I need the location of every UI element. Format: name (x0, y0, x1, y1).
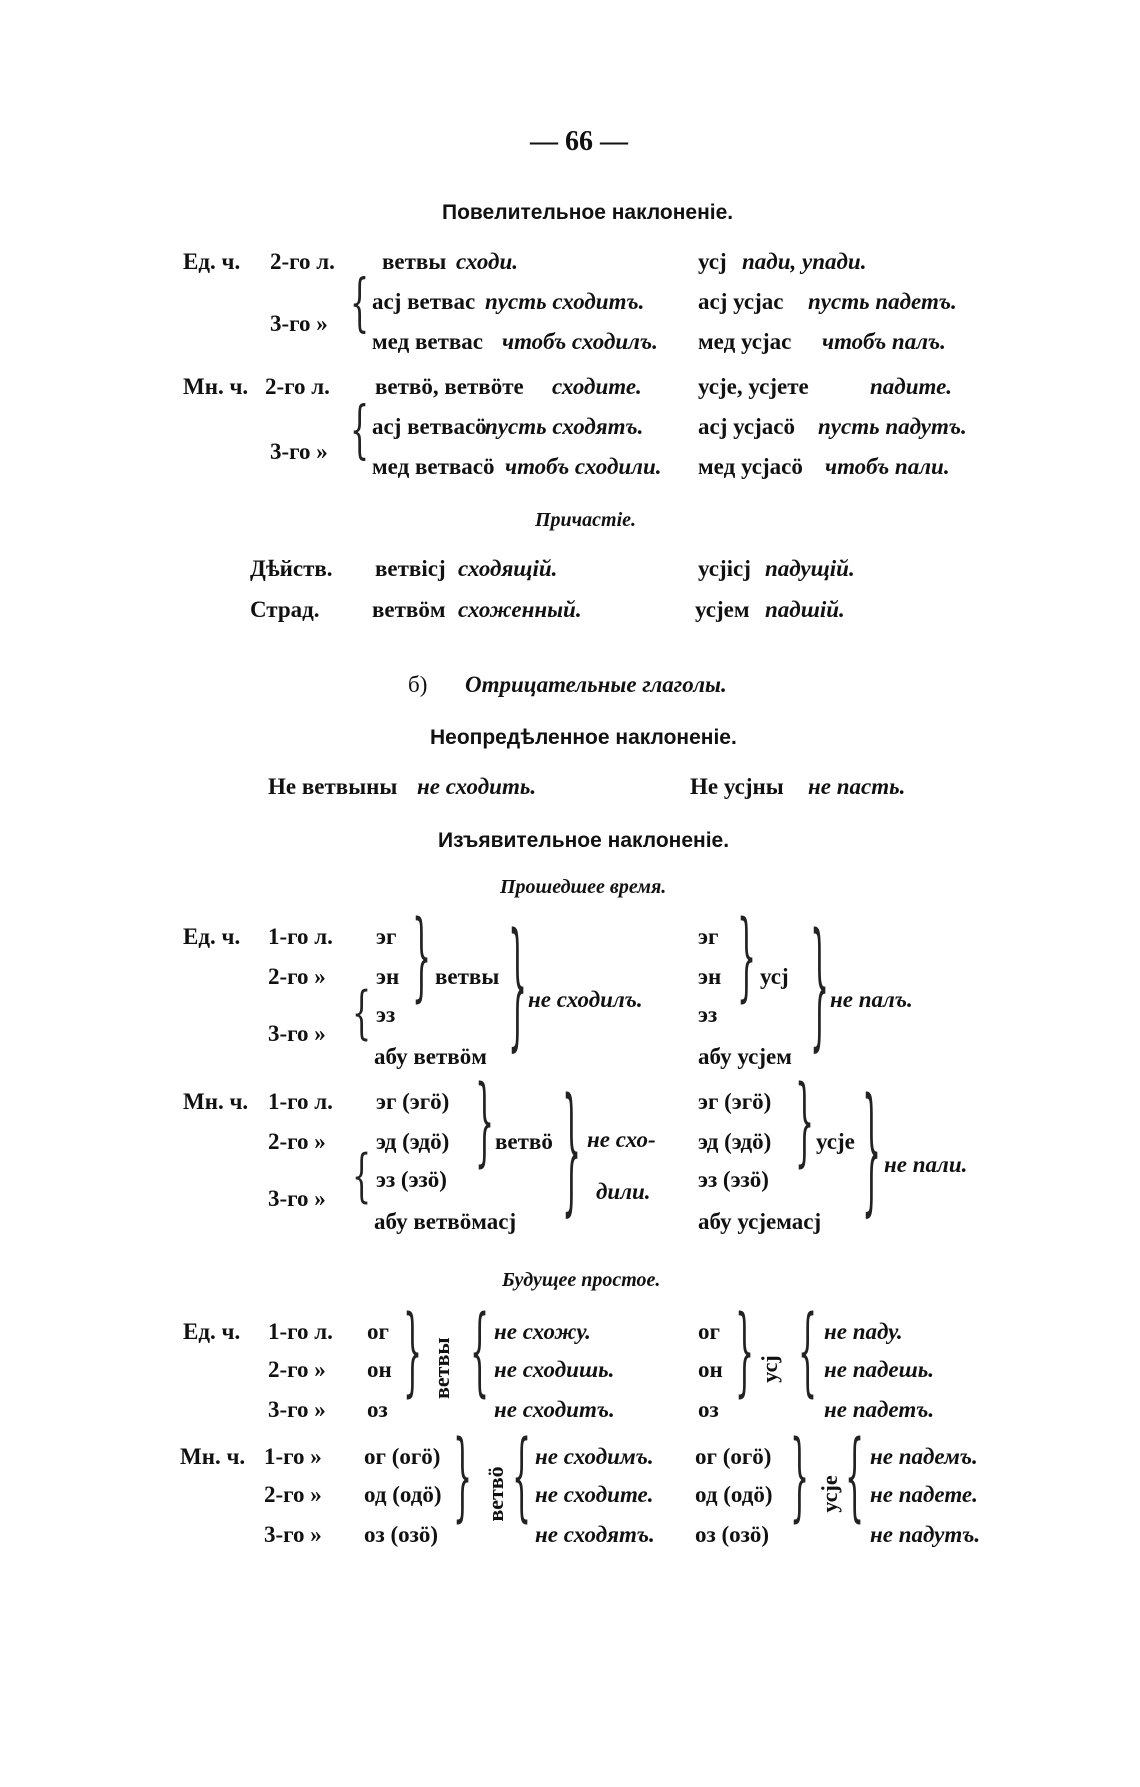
part-r1-word-b: усјісј (698, 556, 751, 581)
past-sg-number: Ед. ч. (183, 924, 241, 949)
right-brace-icon: } (737, 902, 757, 1015)
past-sg-pr4: абу ветвӧм (374, 1044, 487, 1069)
past-sg-bstem: усј (760, 964, 789, 989)
fut-pl-bpr2: од (одӧ) (695, 1482, 773, 1507)
imp-r3-trans-b: чтобъ палъ. (822, 329, 946, 354)
fut-sg-bv3: не падетъ. (824, 1397, 935, 1422)
fut-pl-pr1: ог (огӧ) (364, 1444, 441, 1469)
infinitive-heading: Неопредѣленное наклоненіе. (430, 726, 737, 749)
imp-r4-word: ветвӧ, ветвӧте (375, 374, 524, 399)
fut-sg-v3: не сходитъ. (494, 1397, 615, 1422)
past-pl-number: Мн. ч. (183, 1089, 249, 1114)
fut-sg-p2: 2-го » (268, 1357, 326, 1382)
imp-r4-trans: сходите. (552, 374, 642, 399)
imp-r2-trans-b: пусть падетъ. (808, 289, 957, 314)
past-pl-pr1: эг (эгӧ) (376, 1089, 450, 1114)
imp-r5-word: асј ветвасӧ (372, 414, 487, 439)
fut-pl-bpr3: оз (озӧ) (695, 1522, 770, 1547)
part-r2-word: ветвӧм (372, 597, 446, 622)
imp-r6-word-b: мед усјасӧ (698, 454, 803, 479)
fut-sg-bv2: не падешь. (824, 1357, 935, 1382)
past-sg-p3: 3-го » (268, 1021, 326, 1046)
imp-r4-number: Мн. ч. (183, 374, 249, 399)
right-brace-icon: } (508, 907, 528, 1069)
inf-trans: не сходить. (417, 774, 537, 799)
past-sg-p2: 2-го » (268, 964, 326, 989)
left-brace-icon: { (352, 1143, 372, 1211)
past-heading: Прошедшее время. (500, 876, 667, 898)
past-pl-neg1: не схо- (587, 1127, 656, 1152)
past-sg-p1: 1-го л. (268, 924, 333, 949)
right-brace-icon: } (862, 1072, 882, 1234)
imp-r4-word-b: усје, усјете (698, 374, 809, 399)
fut-sg-bv1: не паду. (824, 1319, 903, 1344)
past-sg-pr3: эз (376, 1002, 396, 1027)
right-brace-icon: } (562, 1072, 582, 1234)
right-brace-icon: } (412, 902, 432, 1015)
fut-pl-stem: ветвӧ (483, 1466, 508, 1522)
imp-r1-person: 2-го л. (270, 249, 335, 274)
past-pl-p2: 2-го » (268, 1129, 326, 1154)
imp-r5-trans-b: пусть падутъ. (818, 414, 967, 439)
past-pl-bpr1: эг (эгӧ) (698, 1089, 772, 1114)
part-r2-trans-b: падшій. (765, 597, 845, 622)
fut-pl-pr3: оз (озӧ) (364, 1522, 439, 1547)
past-pl-p3: 3-го » (268, 1186, 326, 1211)
right-brace-icon: } (475, 1067, 495, 1180)
fut-pl-p2: 2-го » (264, 1482, 322, 1507)
imp-r5-person: 3-го » (270, 439, 328, 464)
left-brace-icon: { (352, 980, 372, 1048)
past-pl-bpr3: эз (эзӧ) (698, 1167, 769, 1192)
fut-sg-v2: не сходишь. (494, 1357, 615, 1382)
imp-r6-trans-b: чтобъ пали. (825, 454, 950, 479)
past-pl-pr4: абу ветвӧмасј (374, 1209, 517, 1234)
imp-r6-trans: чтобъ сходили. (505, 454, 662, 479)
fut-pl-number: Мн. ч. (180, 1444, 246, 1469)
imp-r1-trans-b: пади, упади. (742, 249, 867, 274)
fut-sg-pr2: он (367, 1357, 392, 1382)
right-brace-icon: } (795, 1067, 815, 1180)
inf-word: Не ветвыны (268, 774, 398, 799)
imperative-heading: Повелительное наклоненіе. (442, 201, 734, 224)
imp-r2-trans: пусть сходитъ. (485, 289, 645, 314)
past-sg-bpr4: абу усјем (698, 1044, 792, 1069)
fut-pl-bpr1: ог (огӧ) (695, 1444, 772, 1469)
fut-sg-bpr2: он (698, 1357, 723, 1382)
fut-pl-pr2: од (одӧ) (364, 1482, 442, 1507)
fut-sg-p3: 3-го » (268, 1397, 326, 1422)
fut-pl-bv2: не падете. (870, 1482, 978, 1507)
past-pl-stem: ветвӧ (495, 1129, 553, 1154)
fut-sg-bpr3: оз (698, 1397, 719, 1422)
imp-r3-word: мед ветвас (372, 329, 484, 354)
past-pl-pr3: эз (эзӧ) (376, 1167, 447, 1192)
part-r2-word-b: усјем (695, 597, 750, 622)
imp-r4-trans-b: падите. (870, 374, 953, 399)
fut-pl-p1: 1-го » (264, 1444, 322, 1469)
participle-heading: Причастіе. (535, 509, 637, 531)
past-pl-p1: 1-го л. (268, 1089, 333, 1114)
left-brace-icon: { (350, 394, 370, 468)
imp-r3-word-b: мед усјас (698, 329, 792, 354)
past-pl-bneg: не пали. (884, 1152, 968, 1177)
left-brace-icon: { (350, 267, 370, 341)
left-brace-icon: { (512, 1422, 532, 1535)
fut-sg-p1: 1-го л. (268, 1319, 333, 1344)
right-brace-icon: } (735, 1297, 755, 1410)
past-sg-pr2: эн (376, 964, 400, 989)
past-sg-bpr3: эз (698, 1002, 718, 1027)
imp-r2-person: 3-го » (270, 311, 328, 336)
left-brace-icon: { (470, 1297, 490, 1410)
part-r2-label: Страд. (250, 597, 320, 622)
imp-r1-word: ветвы (382, 249, 447, 274)
past-pl-bpr4: абу усјемасј (698, 1209, 822, 1234)
past-sg-bneg: не палъ. (830, 987, 913, 1012)
imp-r2-word: асј ветвас (372, 289, 476, 314)
right-brace-icon: } (790, 1422, 810, 1535)
fut-pl-v1: не сходимъ. (535, 1444, 654, 1469)
imp-r3-trans: чтобъ сходилъ. (502, 329, 658, 354)
part-r1-word: ветвісј (375, 556, 446, 581)
indicative-heading: Изъявительное наклоненіе. (438, 829, 730, 852)
fut-pl-bv1: не падемъ. (870, 1444, 978, 1469)
fut-pl-v2: не сходите. (535, 1482, 654, 1507)
inf-trans-b: не пасть. (808, 774, 906, 799)
fut-sg-pr3: оз (367, 1397, 388, 1422)
imp-r1-number: Ед. ч. (183, 249, 241, 274)
imp-r2-word-b: асј усјас (698, 289, 784, 314)
negative-heading: Отрицательные глаголы. (465, 672, 727, 697)
right-brace-icon: } (810, 907, 830, 1069)
past-pl-neg2: дили. (596, 1179, 651, 1204)
past-pl-bpr2: эд (эдӧ) (698, 1129, 772, 1154)
fut-pl-bv3: не падутъ. (870, 1522, 981, 1547)
fut-pl-bstem: усје (817, 1475, 842, 1513)
fut-sg-number: Ед. ч. (183, 1319, 241, 1344)
part-r1-trans: сходящій. (458, 556, 558, 581)
past-sg-bpr1: эг (698, 924, 719, 949)
past-sg-neg: не сходилъ. (528, 987, 643, 1012)
fut-sg-stem: ветвы (429, 1337, 454, 1399)
fut-sg-v1: не схожу. (494, 1319, 591, 1344)
past-sg-pr1: эг (376, 924, 397, 949)
page-number: — 66 — (530, 126, 628, 157)
fut-sg-bpr1: ог (698, 1319, 720, 1344)
fut-sg-bstem: усј (757, 1355, 782, 1383)
part-r1-label: Дѣйств. (250, 556, 333, 581)
future-heading: Будущее простое. (502, 1269, 661, 1291)
negative-section-label: б) (408, 672, 428, 697)
right-brace-icon: } (453, 1422, 473, 1535)
fut-sg-pr1: ог (367, 1319, 389, 1344)
inf-word-b: Не усјны (690, 774, 784, 799)
imp-r4-person: 2-го л. (265, 374, 330, 399)
fut-pl-v3: не сходятъ. (535, 1522, 655, 1547)
imp-r1-word-b: усј (698, 249, 727, 274)
past-pl-bstem: усје (816, 1129, 855, 1154)
imp-r1-trans: сходи. (456, 249, 518, 274)
imp-r5-word-b: асј усјасӧ (698, 414, 795, 439)
past-sg-stem: ветвы (435, 964, 500, 989)
imp-r5-trans: пусть сходятъ. (485, 414, 644, 439)
part-r2-trans: схоженный. (458, 597, 582, 622)
fut-pl-p3: 3-го » (264, 1522, 322, 1547)
left-brace-icon: { (845, 1422, 865, 1535)
imp-r6-word: мед ветвасӧ (372, 454, 495, 479)
past-pl-pr2: эд (эдӧ) (376, 1129, 450, 1154)
part-r1-trans-b: падущій. (765, 556, 855, 581)
left-brace-icon: { (798, 1297, 818, 1410)
past-sg-bpr2: эн (698, 964, 722, 989)
right-brace-icon: } (403, 1297, 423, 1410)
